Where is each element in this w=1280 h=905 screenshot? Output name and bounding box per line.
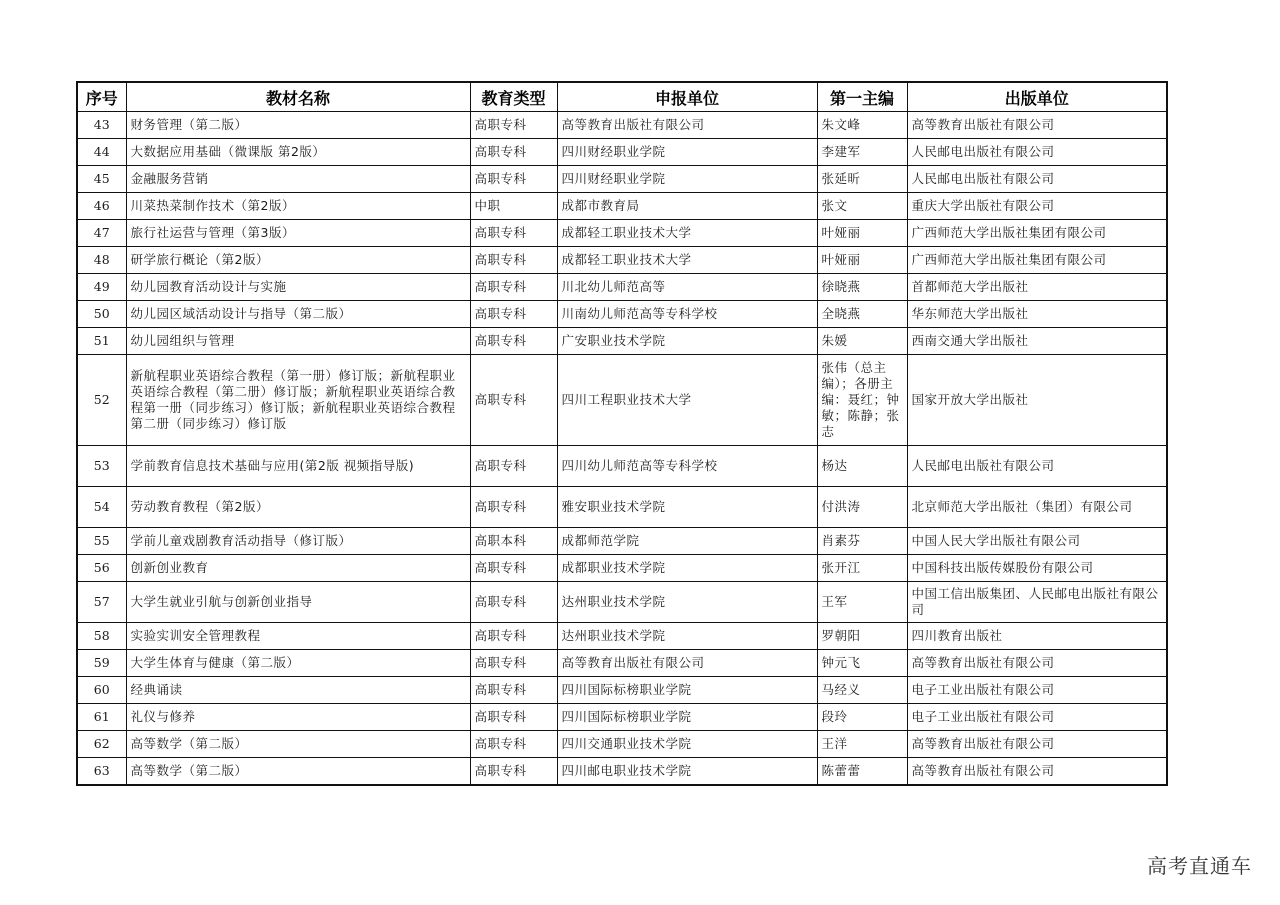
cell-textbook-name-text: 研学旅行概论（第2版） — [130, 252, 269, 267]
table-header-row — [77, 82, 1167, 112]
cell-serial-number — [77, 704, 126, 731]
cell-publisher-text: 广西师范大学出版社集团有限公司 — [911, 225, 1107, 240]
cell-publisher — [907, 487, 1167, 528]
cell-chief-editor-text: 张伟（总主编）；各册主编：聂红；钟敏；陈静；张志 — [821, 360, 900, 439]
cell-chief-editor-text: 钟元飞 — [821, 655, 861, 670]
cell-chief-editor — [817, 704, 907, 731]
cell-applicant-unit-text: 广安职业技术学院 — [561, 333, 666, 348]
cell-publisher-text: 高等教育出版社有限公司 — [911, 763, 1055, 778]
cell-applicant-unit — [557, 555, 817, 582]
cell-education-type — [470, 623, 557, 650]
cell-education-type-text: 高职专科 — [474, 594, 527, 609]
cell-education-type-text: 高职专科 — [474, 560, 527, 575]
cell-textbook-name-text: 旅行社运营与管理（第3版） — [130, 225, 295, 240]
cell-chief-editor — [817, 166, 907, 193]
cell-chief-editor-text: 王洋 — [821, 736, 848, 751]
cell-textbook-name — [126, 582, 470, 623]
cell-education-type — [470, 731, 557, 758]
cell-education-type — [470, 274, 557, 301]
cell-education-type-text: 高职专科 — [474, 499, 527, 514]
cell-publisher — [907, 731, 1167, 758]
cell-publisher — [907, 247, 1167, 274]
cell-textbook-name-text: 学前教育信息技术基础与应用(第2版 视频指导版) — [130, 458, 415, 473]
cell-serial-number-text: 56 — [93, 560, 110, 575]
cell-applicant-unit — [557, 623, 817, 650]
table-body — [77, 112, 1167, 786]
cell-applicant-unit-text: 高等教育出版社有限公司 — [561, 655, 705, 670]
header-education-type: 教育类型 — [470, 82, 557, 112]
cell-serial-number-text: 55 — [93, 533, 110, 548]
cell-serial-number-text: 51 — [93, 333, 110, 348]
cell-publisher — [907, 328, 1167, 355]
cell-publisher-text: 人民邮电出版社有限公司 — [911, 144, 1055, 159]
cell-applicant-unit — [557, 301, 817, 328]
cell-chief-editor — [817, 623, 907, 650]
cell-education-type-text: 高职专科 — [474, 682, 527, 697]
cell-education-type — [470, 582, 557, 623]
cell-applicant-unit — [557, 166, 817, 193]
cell-textbook-name-text: 金融服务营销 — [130, 171, 209, 186]
cell-publisher-text: 高等教育出版社有限公司 — [911, 736, 1055, 751]
cell-applicant-unit — [557, 582, 817, 623]
cell-serial-number-text: 61 — [93, 709, 110, 724]
cell-textbook-name — [126, 487, 470, 528]
cell-textbook-name — [126, 758, 470, 786]
cell-textbook-name — [126, 704, 470, 731]
cell-textbook-name-text: 新航程职业英语综合教程（第一册）修订版；新航程职业英语综合教程（第二册）修订版；新航程职业英语综合教程第一册（同步练习）修订版；新航程职业英语综合教程第二册（同步练习）修订版 — [130, 368, 456, 431]
cell-serial-number-text: 48 — [93, 252, 110, 267]
cell-serial-number — [77, 650, 126, 677]
cell-textbook-name — [126, 139, 470, 166]
cell-education-type — [470, 704, 557, 731]
cell-chief-editor-text: 张开江 — [821, 560, 861, 575]
table-row — [77, 582, 1167, 623]
cell-chief-editor-text: 张文 — [821, 198, 848, 213]
cell-publisher-text: 中国科技出版传媒股份有限公司 — [911, 560, 1094, 575]
cell-chief-editor-text: 叶娅丽 — [821, 252, 861, 267]
cell-publisher — [907, 166, 1167, 193]
cell-publisher — [907, 274, 1167, 301]
cell-chief-editor — [817, 274, 907, 301]
cell-chief-editor — [817, 555, 907, 582]
cell-education-type — [470, 328, 557, 355]
cell-applicant-unit — [557, 112, 817, 139]
cell-publisher — [907, 758, 1167, 786]
cell-chief-editor — [817, 139, 907, 166]
cell-serial-number-text: 63 — [93, 763, 110, 778]
cell-education-type — [470, 166, 557, 193]
cell-publisher — [907, 650, 1167, 677]
cell-education-type-text: 高职专科 — [474, 252, 527, 267]
cell-chief-editor-text: 全晓燕 — [821, 306, 861, 321]
cell-textbook-name — [126, 446, 470, 487]
cell-publisher — [907, 623, 1167, 650]
table-row — [77, 112, 1167, 139]
cell-chief-editor-text: 朱文峰 — [821, 117, 861, 132]
cell-publisher-text: 高等教育出版社有限公司 — [911, 655, 1055, 670]
cell-publisher — [907, 582, 1167, 623]
cell-chief-editor-text: 叶娅丽 — [821, 225, 861, 240]
cell-serial-number — [77, 220, 126, 247]
cell-textbook-name — [126, 301, 470, 328]
cell-publisher-text: 重庆大学出版社有限公司 — [911, 198, 1055, 213]
cell-applicant-unit-text: 雅安职业技术学院 — [561, 499, 666, 514]
cell-education-type — [470, 677, 557, 704]
cell-chief-editor-text: 徐晓燕 — [821, 279, 861, 294]
cell-publisher-text: 中国工信出版集团、人民邮电出版社有限公司 — [911, 586, 1159, 617]
watermark-text: 高考直通车 — [1147, 854, 1252, 878]
cell-chief-editor — [817, 301, 907, 328]
cell-textbook-name-text: 幼儿园组织与管理 — [130, 333, 235, 348]
cell-publisher — [907, 139, 1167, 166]
cell-education-type — [470, 555, 557, 582]
cell-textbook-name-text: 创新创业教育 — [130, 560, 209, 575]
cell-textbook-name — [126, 355, 470, 446]
cell-textbook-name — [126, 166, 470, 193]
cell-applicant-unit-text: 四川财经职业学院 — [561, 171, 666, 186]
cell-chief-editor-text: 杨达 — [821, 458, 848, 473]
cell-applicant-unit-text: 四川邮电职业技术学院 — [561, 763, 692, 778]
cell-publisher — [907, 355, 1167, 446]
table-row — [77, 487, 1167, 528]
cell-chief-editor — [817, 582, 907, 623]
cell-serial-number-text: 47 — [93, 225, 110, 240]
table-row — [77, 355, 1167, 446]
cell-education-type-text: 高职专科 — [474, 279, 527, 294]
cell-serial-number-text: 62 — [93, 736, 110, 751]
cell-education-type — [470, 193, 557, 220]
cell-textbook-name-text: 幼儿园教育活动设计与实施 — [130, 279, 287, 294]
cell-serial-number — [77, 446, 126, 487]
cell-publisher-text: 华东师范大学出版社 — [911, 306, 1029, 321]
cell-applicant-unit-text: 达州职业技术学院 — [561, 594, 666, 609]
cell-applicant-unit — [557, 355, 817, 446]
cell-chief-editor — [817, 247, 907, 274]
cell-textbook-name-text: 大学生体育与健康（第二版） — [130, 655, 300, 670]
cell-chief-editor-text: 张延昕 — [821, 171, 861, 186]
cell-education-type — [470, 301, 557, 328]
cell-chief-editor-text: 罗朝阳 — [821, 628, 861, 643]
cell-serial-number — [77, 487, 126, 528]
cell-publisher — [907, 704, 1167, 731]
cell-serial-number-text: 49 — [93, 279, 110, 294]
cell-chief-editor — [817, 487, 907, 528]
cell-chief-editor-text: 马经义 — [821, 682, 861, 697]
header-chief-editor: 第一主编 — [817, 82, 907, 112]
cell-serial-number-text: 50 — [93, 306, 110, 321]
cell-textbook-name-text: 劳动教育教程（第2版） — [130, 499, 269, 514]
cell-chief-editor — [817, 758, 907, 786]
cell-serial-number-text: 57 — [93, 594, 110, 609]
table-row — [77, 446, 1167, 487]
cell-chief-editor-text: 付洪涛 — [821, 499, 861, 514]
cell-education-type-text: 高职专科 — [474, 458, 527, 473]
cell-serial-number-text: 59 — [93, 655, 110, 670]
cell-applicant-unit-text: 四川交通职业技术学院 — [561, 736, 692, 751]
cell-applicant-unit-text: 成都轻工职业技术大学 — [561, 225, 692, 240]
cell-serial-number — [77, 528, 126, 555]
cell-applicant-unit — [557, 139, 817, 166]
cell-chief-editor — [817, 731, 907, 758]
table-row — [77, 301, 1167, 328]
cell-applicant-unit-text: 四川幼儿师范高等专科学校 — [561, 458, 718, 473]
cell-serial-number-text: 53 — [93, 458, 110, 473]
cell-textbook-name — [126, 623, 470, 650]
table-row — [77, 758, 1167, 786]
table-row — [77, 555, 1167, 582]
cell-serial-number — [77, 328, 126, 355]
cell-serial-number — [77, 355, 126, 446]
cell-textbook-name-text: 学前儿童戏剧教育活动指导（修订版） — [130, 533, 352, 548]
cell-serial-number-text: 60 — [93, 682, 110, 697]
cell-publisher — [907, 446, 1167, 487]
cell-applicant-unit-text: 川南幼儿师范高等专科学校 — [561, 306, 718, 321]
cell-publisher — [907, 112, 1167, 139]
cell-publisher-text: 四川教育出版社 — [911, 628, 1003, 643]
cell-applicant-unit — [557, 677, 817, 704]
cell-publisher-text: 国家开放大学出版社 — [911, 392, 1029, 407]
cell-chief-editor-text: 朱媛 — [821, 333, 848, 348]
cell-textbook-name — [126, 677, 470, 704]
cell-serial-number — [77, 677, 126, 704]
cell-textbook-name-text: 大数据应用基础（微课版 第2版） — [130, 144, 326, 159]
cell-textbook-name — [126, 650, 470, 677]
table-row — [77, 731, 1167, 758]
cell-chief-editor-text: 王军 — [821, 594, 848, 609]
cell-chief-editor — [817, 446, 907, 487]
cell-publisher — [907, 555, 1167, 582]
cell-serial-number — [77, 758, 126, 786]
table-row — [77, 193, 1167, 220]
cell-textbook-name — [126, 528, 470, 555]
cell-publisher-text: 北京师范大学出版社（集团）有限公司 — [911, 499, 1133, 514]
cell-serial-number — [77, 731, 126, 758]
header-publisher: 出版单位 — [907, 82, 1167, 112]
cell-education-type-text: 中职 — [474, 198, 501, 213]
cell-publisher-text: 西南交通大学出版社 — [911, 333, 1029, 348]
cell-chief-editor-text: 段玲 — [821, 709, 848, 724]
cell-publisher-text: 人民邮电出版社有限公司 — [911, 458, 1055, 473]
cell-serial-number-text: 46 — [93, 198, 110, 213]
cell-textbook-name-text: 幼儿园区域活动设计与指导（第二版） — [130, 306, 352, 321]
table-row — [77, 328, 1167, 355]
cell-textbook-name — [126, 247, 470, 274]
cell-applicant-unit — [557, 328, 817, 355]
header-applicant-unit: 申报单位 — [557, 82, 817, 112]
cell-applicant-unit-text: 川北幼儿师范高等 — [561, 279, 666, 294]
cell-publisher-text: 中国人民大学出版社有限公司 — [911, 533, 1081, 548]
cell-chief-editor — [817, 528, 907, 555]
cell-serial-number — [77, 623, 126, 650]
cell-applicant-unit-text: 四川财经职业学院 — [561, 144, 666, 159]
cell-applicant-unit — [557, 758, 817, 786]
cell-chief-editor — [817, 355, 907, 446]
cell-chief-editor — [817, 193, 907, 220]
cell-education-type-text: 高职专科 — [474, 736, 527, 751]
cell-applicant-unit-text: 四川国际标榜职业学院 — [561, 709, 692, 724]
cell-education-type-text: 高职专科 — [474, 225, 527, 240]
cell-applicant-unit — [557, 446, 817, 487]
cell-textbook-name — [126, 274, 470, 301]
cell-chief-editor — [817, 112, 907, 139]
cell-applicant-unit — [557, 193, 817, 220]
cell-applicant-unit — [557, 650, 817, 677]
cell-applicant-unit-text: 成都职业技术学院 — [561, 560, 666, 575]
cell-publisher-text: 人民邮电出版社有限公司 — [911, 171, 1055, 186]
cell-applicant-unit-text: 四川国际标榜职业学院 — [561, 682, 692, 697]
cell-chief-editor — [817, 677, 907, 704]
cell-education-type — [470, 758, 557, 786]
cell-textbook-name — [126, 220, 470, 247]
cell-serial-number-text: 43 — [93, 117, 110, 132]
cell-serial-number — [77, 166, 126, 193]
cell-education-type — [470, 139, 557, 166]
cell-publisher-text: 电子工业出版社有限公司 — [911, 709, 1055, 724]
cell-textbook-name-text: 实验实训安全管理教程 — [130, 628, 261, 643]
cell-publisher-text: 首都师范大学出版社 — [911, 279, 1029, 294]
cell-applicant-unit-text: 达州职业技术学院 — [561, 628, 666, 643]
header-serial-number: 序号 — [77, 82, 126, 112]
cell-serial-number — [77, 582, 126, 623]
cell-education-type — [470, 650, 557, 677]
cell-education-type-text: 高职专科 — [474, 709, 527, 724]
cell-applicant-unit-text: 四川工程职业技术大学 — [561, 392, 692, 407]
table-row — [77, 220, 1167, 247]
cell-education-type-text: 高职本科 — [474, 533, 527, 548]
cell-serial-number — [77, 274, 126, 301]
table-row — [77, 274, 1167, 301]
cell-serial-number — [77, 112, 126, 139]
cell-textbook-name — [126, 328, 470, 355]
cell-applicant-unit-text: 成都师范学院 — [561, 533, 640, 548]
header-textbook-name: 教材名称 — [126, 82, 470, 112]
cell-education-type-text: 高职专科 — [474, 763, 527, 778]
cell-textbook-name — [126, 555, 470, 582]
cell-education-type-text: 高职专科 — [474, 333, 527, 348]
cell-chief-editor — [817, 650, 907, 677]
cell-applicant-unit — [557, 220, 817, 247]
cell-education-type — [470, 487, 557, 528]
cell-education-type-text: 高职专科 — [474, 144, 527, 159]
cell-publisher-text: 高等教育出版社有限公司 — [911, 117, 1055, 132]
cell-applicant-unit — [557, 731, 817, 758]
cell-education-type — [470, 528, 557, 555]
cell-education-type-text: 高职专科 — [474, 306, 527, 321]
cell-serial-number-text: 58 — [93, 628, 110, 643]
cell-textbook-name-text: 高等数学（第二版） — [130, 736, 248, 751]
cell-education-type — [470, 446, 557, 487]
cell-publisher — [907, 301, 1167, 328]
table-row — [77, 139, 1167, 166]
cell-applicant-unit — [557, 247, 817, 274]
cell-applicant-unit — [557, 528, 817, 555]
cell-textbook-name — [126, 193, 470, 220]
cell-publisher — [907, 528, 1167, 555]
cell-applicant-unit-text: 成都市教育局 — [561, 198, 640, 213]
cell-applicant-unit — [557, 704, 817, 731]
cell-serial-number-text: 44 — [93, 144, 110, 159]
cell-textbook-name-text: 礼仪与修养 — [130, 709, 196, 724]
table-row — [77, 704, 1167, 731]
cell-publisher — [907, 220, 1167, 247]
cell-chief-editor — [817, 220, 907, 247]
cell-textbook-name — [126, 112, 470, 139]
cell-applicant-unit-text: 成都轻工职业技术大学 — [561, 252, 692, 267]
cell-textbook-name-text: 财务管理（第二版） — [130, 117, 248, 132]
cell-education-type — [470, 220, 557, 247]
cell-serial-number — [77, 301, 126, 328]
cell-chief-editor-text: 肖素芬 — [821, 533, 861, 548]
cell-textbook-name-text: 川菜热菜制作技术（第2版） — [130, 198, 295, 213]
cell-education-type — [470, 355, 557, 446]
cell-education-type-text: 高职专科 — [474, 392, 527, 407]
cell-textbook-name-text: 大学生就业引航与创新创业指导 — [130, 594, 313, 609]
cell-serial-number — [77, 555, 126, 582]
cell-applicant-unit — [557, 274, 817, 301]
cell-publisher-text: 广西师范大学出版社集团有限公司 — [911, 252, 1107, 267]
cell-education-type-text: 高职专科 — [474, 655, 527, 670]
cell-applicant-unit-text: 高等教育出版社有限公司 — [561, 117, 705, 132]
cell-textbook-name-text: 高等数学（第二版） — [130, 763, 248, 778]
textbook-list-table — [76, 81, 1168, 786]
cell-textbook-name-text: 经典诵读 — [130, 682, 183, 697]
cell-textbook-name — [126, 731, 470, 758]
table-row — [77, 528, 1167, 555]
cell-publisher — [907, 193, 1167, 220]
cell-education-type — [470, 247, 557, 274]
cell-serial-number — [77, 193, 126, 220]
cell-chief-editor — [817, 328, 907, 355]
cell-serial-number-text: 52 — [93, 392, 110, 407]
cell-serial-number-text: 54 — [93, 499, 110, 514]
cell-education-type — [470, 112, 557, 139]
cell-applicant-unit — [557, 487, 817, 528]
cell-serial-number — [77, 139, 126, 166]
table-row — [77, 650, 1167, 677]
table-row — [77, 623, 1167, 650]
cell-serial-number-text: 45 — [93, 171, 110, 186]
table-row — [77, 247, 1167, 274]
cell-chief-editor-text: 李建军 — [821, 144, 861, 159]
table-row — [77, 677, 1167, 704]
cell-education-type-text: 高职专科 — [474, 171, 527, 186]
cell-serial-number — [77, 247, 126, 274]
cell-chief-editor-text: 陈蕾蕾 — [821, 763, 861, 778]
cell-education-type-text: 高职专科 — [474, 628, 527, 643]
table-row — [77, 166, 1167, 193]
cell-publisher-text: 电子工业出版社有限公司 — [911, 682, 1055, 697]
cell-education-type-text: 高职专科 — [474, 117, 527, 132]
cell-publisher — [907, 677, 1167, 704]
